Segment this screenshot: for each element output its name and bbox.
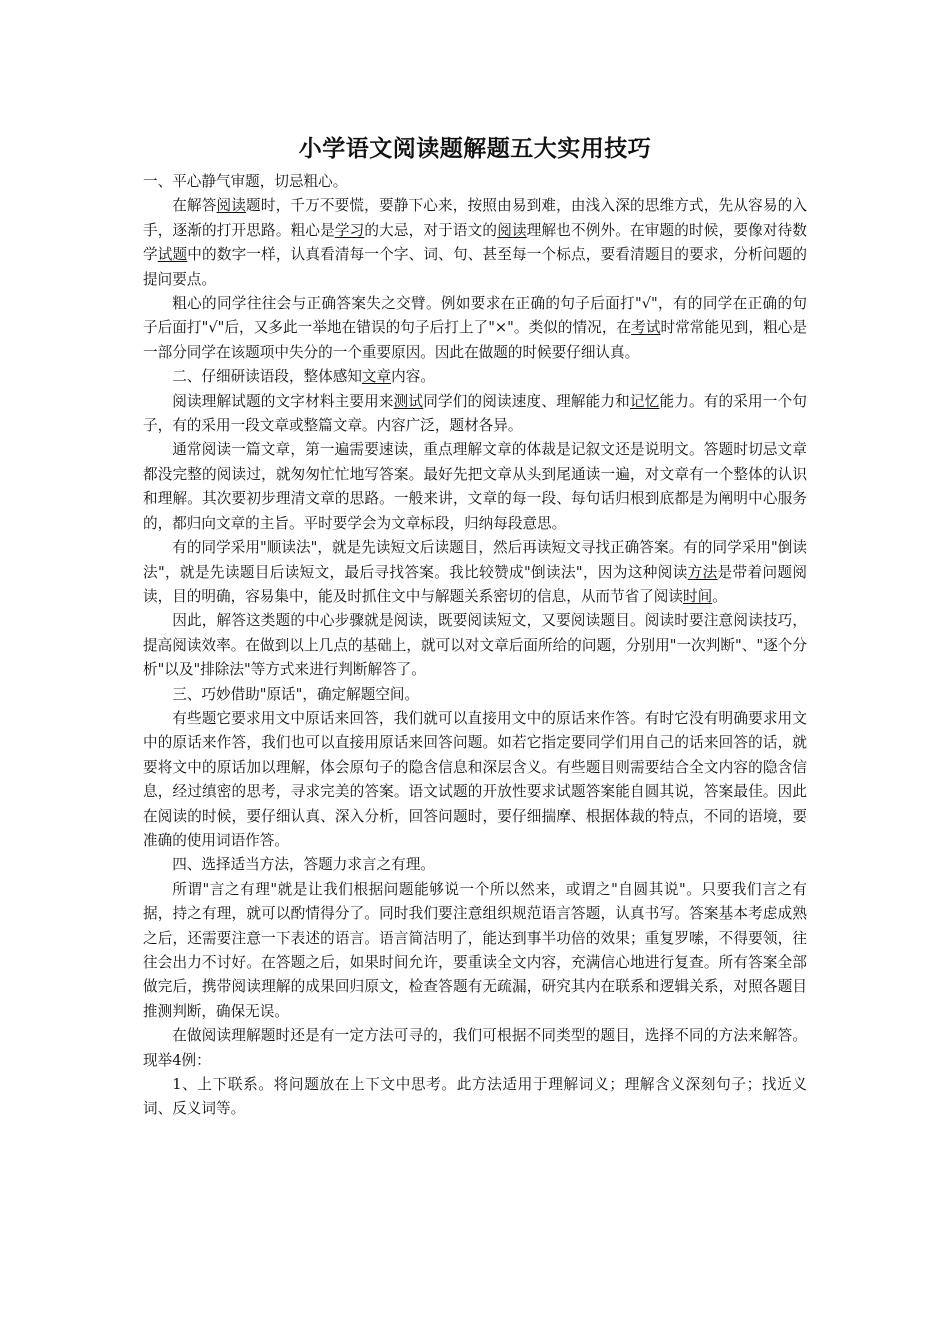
underlined-keyword: 阅读 [216,197,247,215]
paragraph-text: 三、巧妙借助"原话"，确定解题空间。 [172,685,420,703]
paragraph [143,853,807,877]
paragraph-text: 。 [712,587,727,605]
paragraph-text: 四、选择适当方法，答题力求言之有理。 [172,856,435,874]
paragraph-text: 同学们的阅读速度、理解能力和 [423,392,630,410]
paragraph-text: 通常阅读一篇文章，第一遍需要速读，重点理解文章的体裁是记叙文还是说明文。答题时切忌文章都没完整的阅读过，就匆匆忙忙地写答案。最好先把文章从头到尾通读一遍，对文章有一个整体的认识和理解。其次要初步理清文章的思路。一般来讲，文章的每一段、每句话归根到底都是为阐明中心服务的，都归向文章的主旨。平时要学会为文章标段，归纳每段意思。 [143,441,807,532]
document-page [143,128,807,1122]
paragraph [143,438,807,536]
paragraph-text: 一、平心静气审题，切忌粗心。 [143,173,348,190]
paragraph-text: 所谓"言之有理"就是让我们根据问题能够说一个所以然来，或谓之"自圆其说"。只要我们言之有据，持之有理，就可以酌情得分了。同时我们要注意组织规范语言答题，认真书写。答案基本考虑成熟之后，还需要注意一下表述的语言。语言简洁明了，能达到事半功倍的效果；重复罗嗦，不得要领，往往会出力不讨好。在答题之后，如果时间允许，要重读全文内容，充满信心地进行复查。所有答案全部做完后，携带阅读理解的成果回归原文，检查答题有无疏漏，研究其内在联系和逻辑关系，对照各题目推测判断，确保无误。 [143,880,807,1020]
paragraph [143,707,807,853]
paragraph [143,536,807,609]
paragraph [143,1073,807,1122]
underlined-keyword: 记忆 [629,392,660,410]
paragraph-text: 能力。有的采用一个句子，有的采用一段文章或整篇文章。内容广泛，题材各异。 [143,392,807,435]
paragraph-text: 时常常能见到，粗心是一部分同学在该题项中失分的一个重要原因。因此在做题的时候要仔细认真。 [143,319,807,361]
page-title: 小学语文阅读题解题五大实用技巧 [298,136,652,162]
paragraph [143,878,807,1024]
paragraph [143,292,807,365]
paragraph-text: 在做阅读理解题时还是有一定方法可寻的，我们可根据不同类型的题目，选择不同的方法来解答。现举4例： [143,1027,807,1069]
paragraph [143,683,807,707]
paragraph-text: 粗心的同学往往会与正确答案失之交臂。例如要求在正确的句子后面打"√"，有的同学在正确的句子后面打"√"后，又多此一举地在错误的句子后打上了"×"。类似的情况，在 [143,295,807,337]
paragraph-text: 题时，千万不要慌，要静下心来，按照由易到难，由浅入深的思维方式，先从容易的入手，逐渐的打开思路。粗心是 [143,197,807,239]
underlined-keyword: 学习 [334,221,365,239]
paragraph-text: 阅读理解试题的文字材料主要用来 [172,392,394,410]
paragraph [143,194,807,292]
paragraph-text: 二、仔细研读语段，整体感知 [172,368,362,386]
underlined-keyword: 方法 [687,563,718,581]
paragraph [143,1024,807,1073]
underlined-keyword: 考试 [631,319,661,337]
paragraph-text: 理解也不例外。在审题的时候，要像对待数学 [143,221,807,264]
underlined-keyword: 阅读 [497,221,527,239]
underlined-keyword: 时间 [682,587,713,605]
paragraph-text: 在解答 [172,197,217,215]
paragraph-text: 有些题它要求用文中原话来回答，我们就可以直接用文中的原话来作答。有时它没有明确要求用文中的原话来作答，我们也可以直接用原话来回答问题。如若它指定要同学们用自己的话来回答的话，就要将文中的原话加以理解，体会原句子的隐含信息和深层含义。有些题目则需要结合全文内容的隐含信息，经过缜密的思考，寻求完美的答案。语文试题的开放性要求试题答案能自圆其说，答案最佳。因此在阅读的时候，要仔细认真、深入分析，回答问题时，要仔细揣摩、根据体裁的特点，不同的语境，要准确的使用词语作答。 [143,709,807,849]
paragraph-text: 内容。 [391,368,435,386]
paragraph-text: 1、上下联系。将问题放在上下文中思考。此方法适用于理解词义；理解含义深刻句子；找近义词、反义词等。 [143,1076,807,1118]
paragraph [143,365,807,389]
document-body [143,170,807,1122]
paragraph [143,390,807,439]
paragraph-text: 的大忌，对于语文的 [364,221,498,239]
paragraph [143,170,807,194]
paragraph [143,609,807,682]
paragraph-text: 是带着问题阅读，目的明确，容易集中，能及时抓住文中与解题关系密切的信息，从而节省了阅读 [143,563,807,605]
underlined-keyword: 文章 [361,368,392,386]
paragraph-text: 因此，解答这类题的中心步骤就是阅读，既要阅读短文，又要阅读题目。阅读时要注意阅读技巧，提高阅读效率。在做到以上几点的基础上，就可以对文章后面所给的问题，分别用"一次判断"、"逐个分析"以及"排除法"等方式来进行判断解答了。 [143,612,807,679]
paragraph-text: 有的同学采用"顺读法"，就是先读短文后读题目，然后再读短文寻找正确答案。有的同学采用"倒读法"，就是先读题目后读短文，最后寻找答案。我比较赞成"倒读法"，因为这种阅读 [143,539,807,581]
paragraph-text: 中的数字一样，认真看清每一个字、词、句、甚至每一个标点，要看清题目的要求，分析问题的提问要点。 [143,246,807,288]
underlined-keyword: 试题 [157,246,188,264]
underlined-keyword: 测试 [393,392,424,410]
